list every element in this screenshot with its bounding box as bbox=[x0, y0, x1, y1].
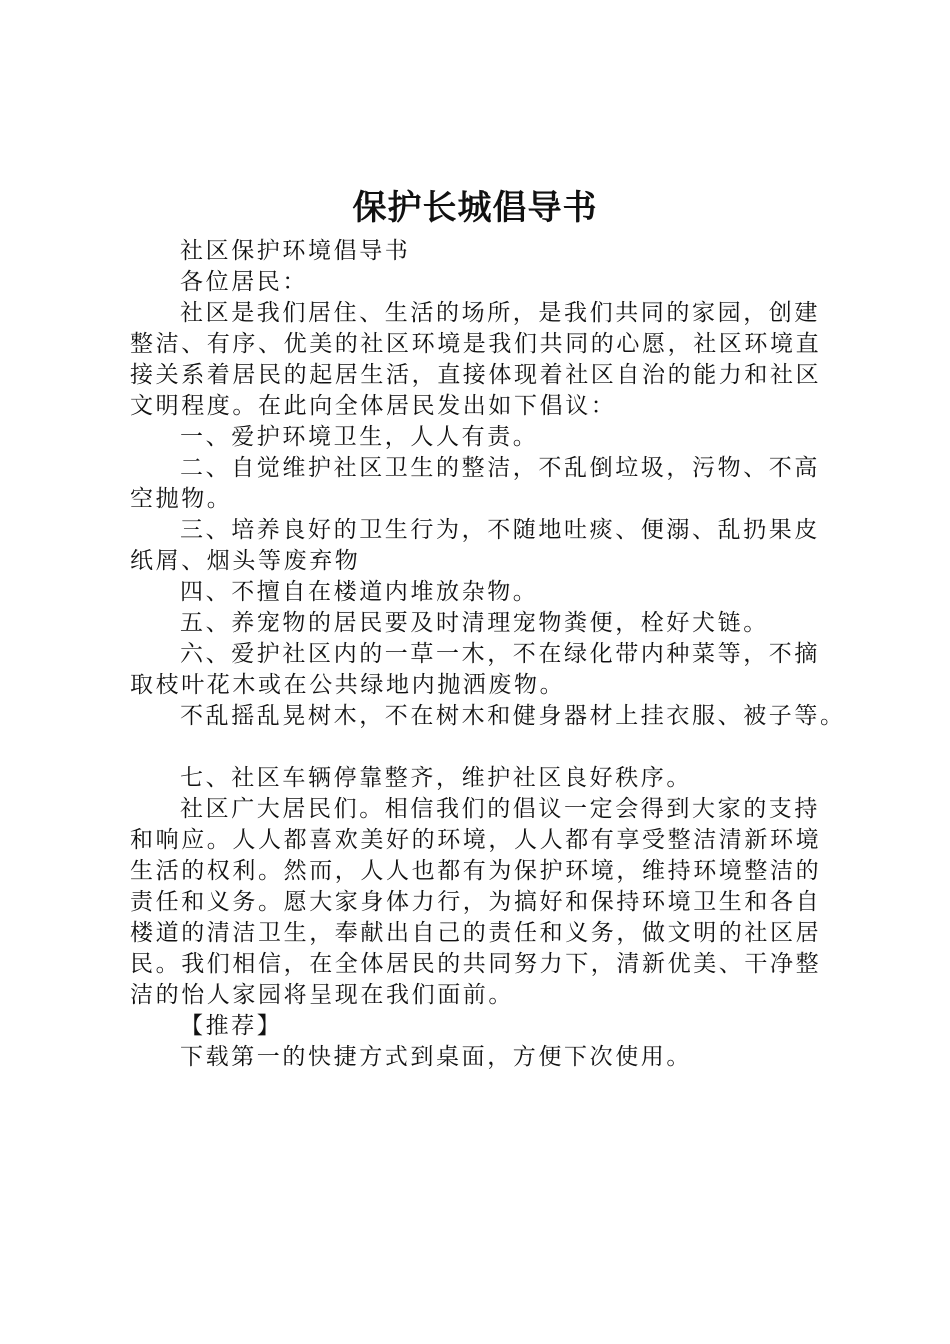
proposal-item-6: 六、爱护社区内的一草一木，不在绿化带内种菜等，不摘取枝叶花木或在公共绿地内抛洒废物。 bbox=[130, 641, 820, 698]
salutation-paragraph: 各位居民： bbox=[180, 269, 308, 295]
recommend-text: 下载第一的快捷方式到桌面，方便下次使用。 bbox=[180, 1044, 692, 1070]
proposal-item-1: 一、爱护环境卫生，人人有责。 bbox=[180, 424, 539, 450]
proposal-item-3: 三、培养良好的卫生行为，不随地吐痰、便溺、乱扔果皮纸屑、烟头等废弃物 bbox=[130, 517, 820, 574]
closing-paragraph: 社区广大居民们。相信我们的倡议一定会得到大家的支持和响应。人人都喜欢美好的环境，人人都有享受整洁清新环境生活的权利。然而，人人也都有为保护环境，维持环境整洁的责任和义务。愿大家身体力行，为搞好和保持环境卫生和各自楼道的清洁卫生，奉献出自己的责任和义务，做文明的社区居民。我们相信，在全体居民的共同努力下，清新优美、干净整洁的怡人家园将呈现在我们面前。 bbox=[130, 796, 822, 1008]
document-body bbox=[130, 236, 846, 1073]
proposal-item-6-continued: 不乱摇乱晃树木，不在树木和健身器材上挂衣服、被子等。 bbox=[180, 703, 846, 729]
subtitle-paragraph: 社区保护环境倡导书 bbox=[180, 238, 411, 264]
proposal-item-2: 二、自觉维护社区卫生的整洁，不乱倒垃圾，污物、不高空抛物。 bbox=[130, 455, 820, 512]
recommend-label: 【推荐】 bbox=[180, 1013, 283, 1039]
document-title: 保护长城倡导书 bbox=[352, 188, 598, 228]
proposal-item-4: 四、不擅自在楼道内堆放杂物。 bbox=[180, 579, 539, 605]
proposal-item-5: 五、养宠物的居民要及时清理宠物粪便，栓好犬链。 bbox=[180, 610, 769, 636]
intro-paragraph: 社区是我们居住、生活的场所，是我们共同的家园，创建整洁、有序、优美的社区环境是我们共同的心愿，社区环境直接关系着居民的起居生活，直接体现着社区自治的能力和社区文明程度。在此向全体居民发出如下倡议： bbox=[130, 300, 822, 419]
proposal-item-7: 七、社区车辆停靠整齐，维护社区良好秩序。 bbox=[180, 765, 692, 791]
